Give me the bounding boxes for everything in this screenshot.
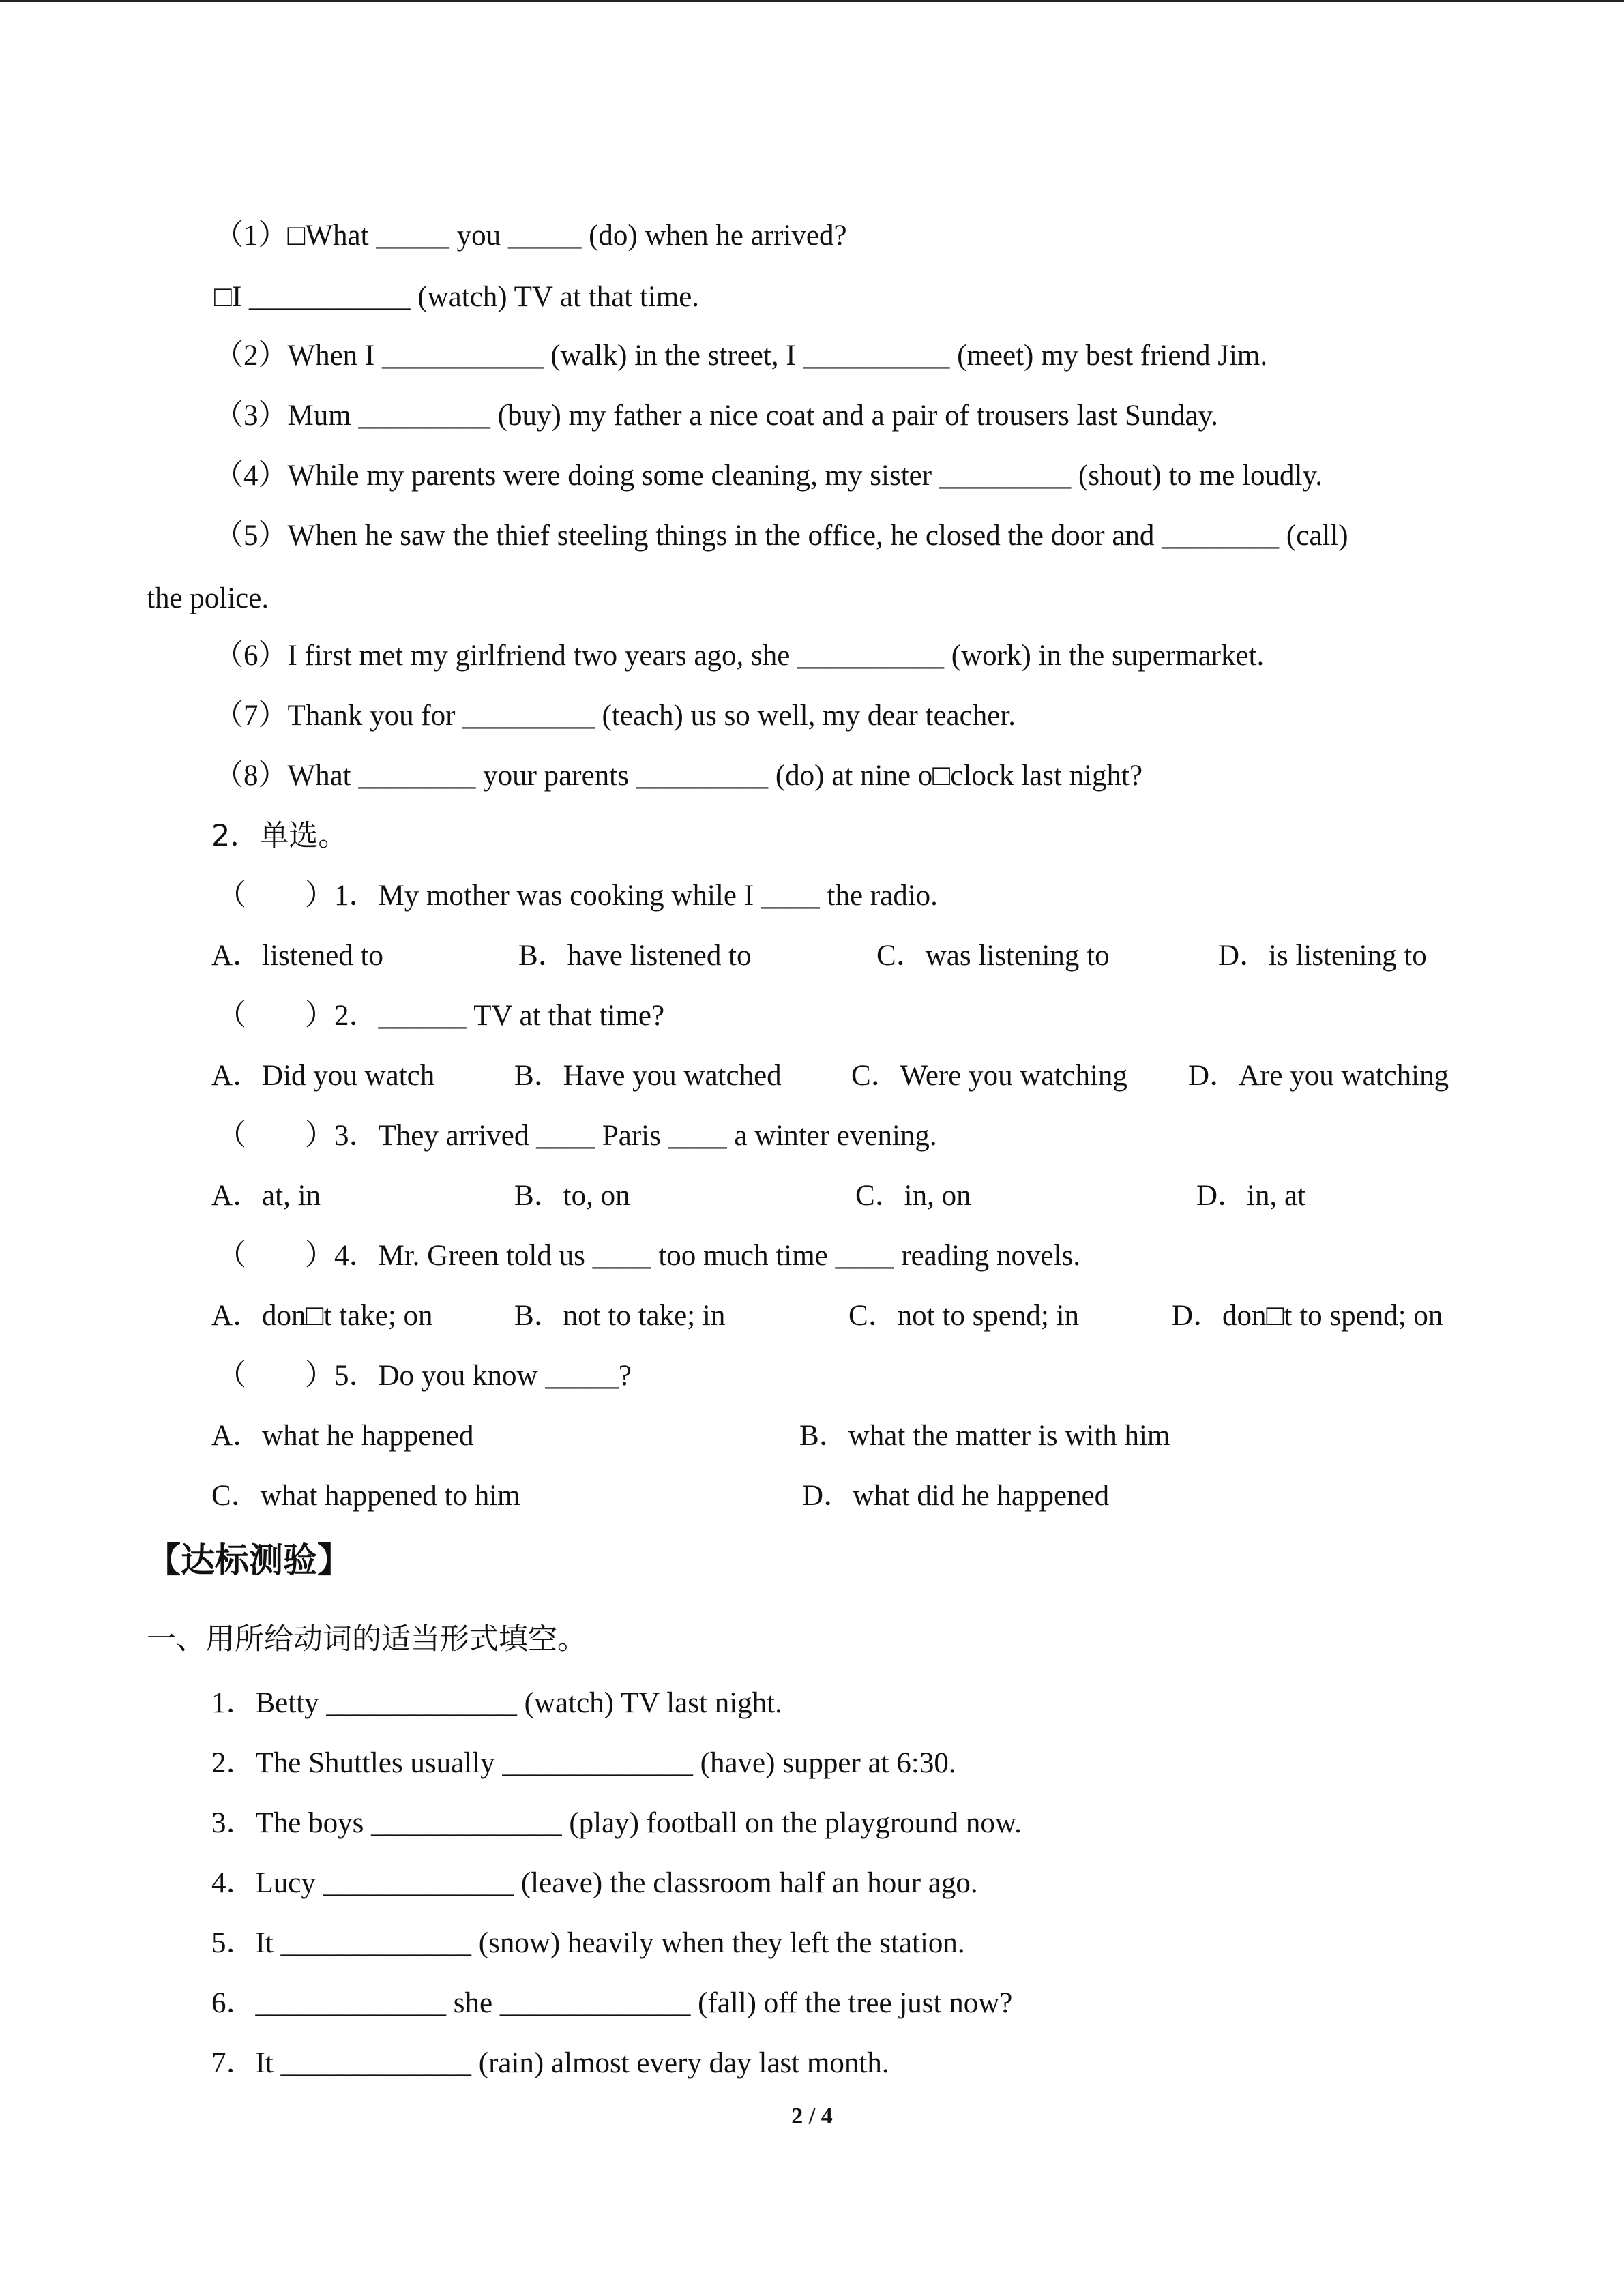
mc-q2-option-c: C．Were you watching (851, 1060, 1127, 1092)
q3-line: （3）Mum _________ (buy) my father a nice coat and a pair of trousers last Sunday. (214, 400, 1218, 432)
test-instruction: 一、用所给动词的适当形式填空。 (147, 1622, 587, 1656)
mc-q5-option-c: C．what happened to him (211, 1480, 520, 1512)
mc-q5-option-a: A．what he happened (211, 1420, 474, 1452)
q2-line: （2）When I ___________ (walk) in the street, I __________ (meet) my best friend Jim. (214, 340, 1268, 372)
section2-title: 2．单选。 (211, 819, 348, 853)
test-item-7: 7．It _____________ (rain) almost every day last month. (211, 2047, 889, 2079)
mc-q1-option-d: D．is listening to (1218, 940, 1427, 972)
mc-q3-option-c: C．in, on (855, 1180, 971, 1212)
q4-line: （4）While my parents were doing some cleaning, my sister _________ (shout) to me loudly. (214, 460, 1323, 492)
q8-line: （8）What ________ your parents _________ (do) at nine o□clock last night? (214, 760, 1143, 792)
mc-q1-option-b: B．have listened to (518, 940, 752, 972)
q6-line: （6）I first met my girlfriend two years ago, she __________ (work) in the supermarket. (214, 640, 1265, 672)
q5-line-1: （5）When he saw the thief steeling things in the office, he closed the door and ________ (call) (214, 520, 1348, 552)
page-number: 2 / 4 (791, 2104, 833, 2129)
mc-q1-stem: （ ）1．My mother was cooking while I ____ the radio. (217, 880, 938, 912)
mc-q5-option-d: D．what did he happened (802, 1480, 1110, 1512)
test-item-4: 4．Lucy _____________ (leave) the classroom half an hour ago. (211, 1867, 978, 1899)
mc-q2-option-d: D．Are you watching (1188, 1060, 1449, 1092)
mc-q1-option-c: C．was listening to (876, 940, 1110, 972)
mc-q4-option-a: A．don□t take; on (211, 1300, 433, 1332)
mc-q2-option-b: B．Have you watched (514, 1060, 782, 1092)
top-border (0, 0, 1624, 2)
q1-line-1: （1）□What _____ you _____ (do) when he arrived? (214, 220, 847, 252)
mc-q3-option-d: D．in, at (1196, 1180, 1306, 1212)
q5-line-2: the police. (147, 582, 269, 614)
test-item-6: 6．_____________ she _____________ (fall) off the tree just now? (211, 1987, 1013, 2019)
mc-q4-option-c: C．not to spend; in (848, 1300, 1080, 1332)
mc-q3-option-a: A．at, in (211, 1180, 321, 1212)
mc-q2-stem: （ ）2．______ TV at that time? (217, 1000, 665, 1032)
test-heading: 【达标测验】 (147, 1540, 351, 1580)
q1-line-2: □I ___________ (watch) TV at that time. (214, 281, 700, 313)
mc-q2-option-a: A．Did you watch (211, 1060, 435, 1092)
test-item-3: 3．The boys _____________ (play) football on the playground now. (211, 1807, 1022, 1839)
test-item-2: 2．The Shuttles usually _____________ (have) supper at 6:30. (211, 1747, 956, 1779)
mc-q4-option-b: B．not to take; in (514, 1300, 726, 1332)
mc-q5-stem: （ ）5．Do you know _____? (217, 1360, 632, 1392)
test-item-1: 1．Betty _____________ (watch) TV last night. (211, 1687, 782, 1719)
test-item-5: 5．It _____________ (snow) heavily when they left the station. (211, 1927, 965, 1959)
q7-line: （7）Thank you for _________ (teach) us so well, my dear teacher. (214, 700, 1016, 732)
mc-q4-option-d: D．don□t to spend; on (1172, 1300, 1443, 1332)
mc-q1-option-a: A．listened to (211, 940, 383, 972)
mc-q3-option-b: B．to, on (514, 1180, 630, 1212)
mc-q5-option-b: B．what the matter is with him (799, 1420, 1170, 1452)
mc-q3-stem: （ ）3．They arrived ____ Paris ____ a winter evening. (217, 1120, 937, 1152)
mc-q4-stem: （ ）4．Mr. Green told us ____ too much time ____ reading novels. (217, 1240, 1080, 1272)
